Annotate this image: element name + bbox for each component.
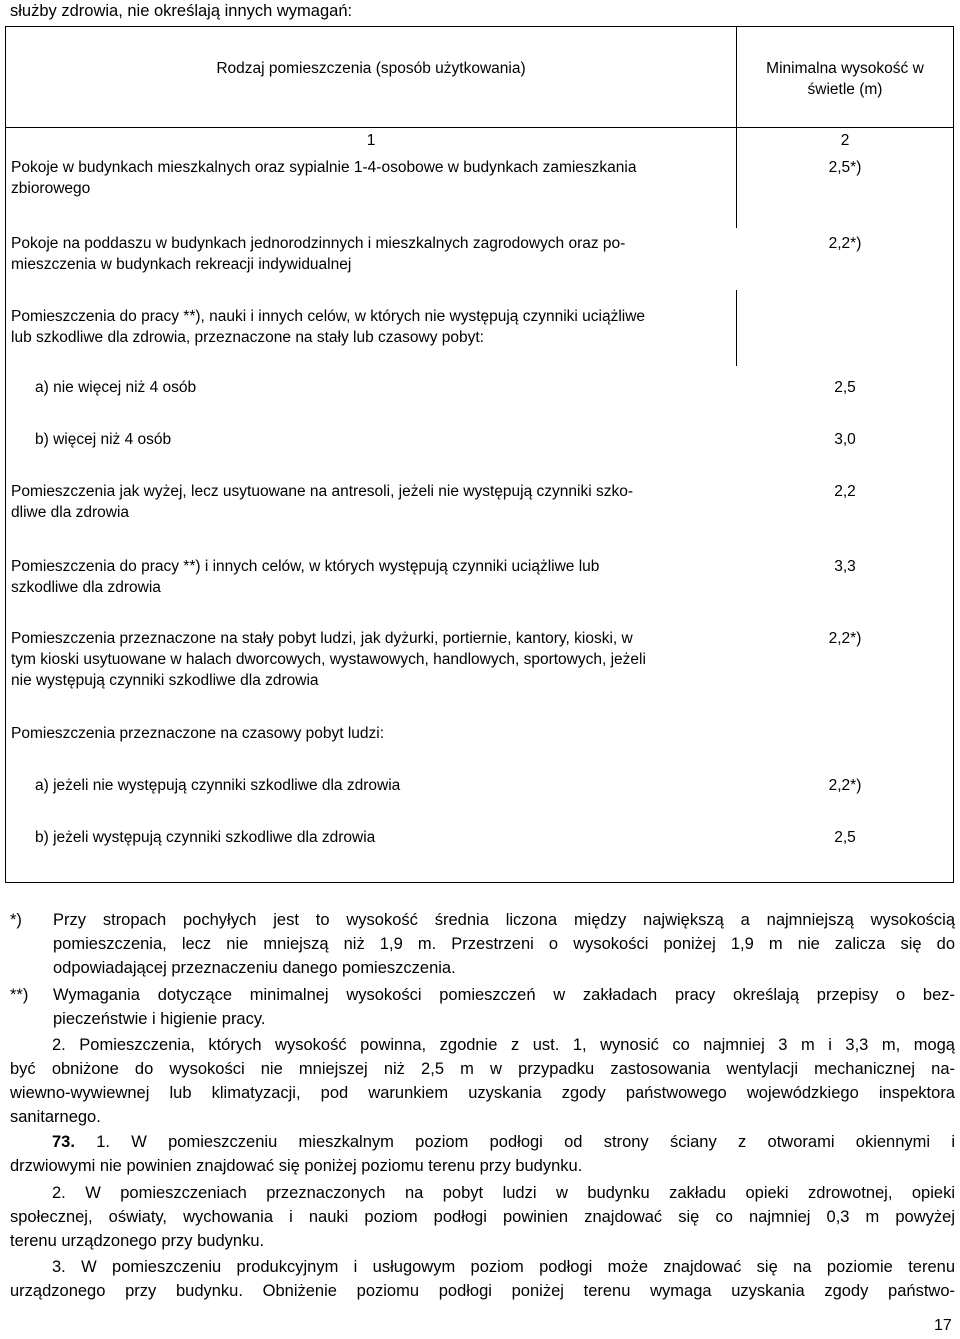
table-column-divider-upper: [736, 26, 737, 228]
table-row-text: dliwe dla zdrowia: [11, 504, 130, 521]
table-row-text: Pomieszczenia przeznaczone na czasowy pobyt ludzi:: [11, 725, 385, 742]
table-row-text: b) jeżeli występują czynniki szkodliwe dla zdrowia: [35, 829, 376, 846]
table-row-value: 3,3: [834, 558, 856, 575]
footnote-text: odpowiadającej przeznaczeniu danego pomieszczenia.: [53, 959, 456, 977]
table-row-text: Pomieszczenia do pracy **) i innych celów, w których występują czynniki uciążliwe lub: [11, 558, 600, 575]
table-right-border: [953, 26, 954, 883]
table-row-text: tym kioski usytuowane w halach dworcowych, wystawowych, handlowych, sportowych, jeżeli: [11, 651, 646, 668]
table-row-text: zbiorowego: [11, 180, 91, 197]
paragraph-line: sanitarnego.: [10, 1108, 101, 1126]
table-top-border: [5, 26, 954, 27]
table-row-value: 3,0: [834, 431, 856, 448]
table-row-value: 2,2: [834, 483, 856, 500]
column-number-2: 2: [840, 132, 850, 149]
footnote-text: pieczeństwie i higienie pracy.: [53, 1010, 266, 1028]
table-row-text: Pokoje w budynkach mieszkalnych oraz sypialnie 1-4-osobowe w budynkach zamieszkania: [11, 159, 637, 176]
table-row-text: lub szkodliwe dla zdrowia, przeznaczone na stały lub czasowy pobyt:: [11, 329, 484, 346]
table-row-value: 2,5*): [828, 159, 862, 176]
paragraph-line: być obniżone do wysokości nie mniejszej niż 2,5 m w przypadku zastosowania wentylacji mechanicznej na-: [10, 1060, 955, 1078]
paragraph-line: drzwiowymi nie powinien znajdować się poniżej poziomu terenu przy budynku.: [10, 1157, 583, 1175]
table-row-text: Pokoje na poddaszu w budynkach jednorodzinnych i mieszkalnych zagrodowych oraz po-: [11, 235, 626, 252]
intro-text: służby zdrowia, nie określają innych wymagań:: [10, 2, 353, 20]
table-row-value: 2,2*): [828, 630, 862, 647]
table-row-text: nie występują czynniki szkodliwe dla zdrowia: [11, 672, 319, 689]
section-number: 73.: [52, 1133, 75, 1151]
table-row-text: Pomieszczenia przeznaczone na stały pobyt ludzi, jak dyżurki, portiernie, kantory, kioski, w: [11, 630, 633, 647]
table-row-value: 2,5: [834, 829, 856, 846]
page-number: 17: [934, 1317, 952, 1334]
column-number-1: 1: [366, 132, 376, 149]
table-row-text: a) jeżeli nie występują czynniki szkodliwe dla zdrowia: [35, 777, 401, 794]
paragraph-line: 2. Pomieszczenia, których wysokość powinna, zgodnie z ust. 1, wynosić co najmniej 3 m i 3,3 m, mogą: [52, 1036, 955, 1054]
paragraph-line: terenu urządzonego przy budynku.: [10, 1232, 265, 1250]
paragraph-line: 3. W pomieszczeniu produkcyjnym i usługowym poziom podłogi może znajdować się na poziomie terenu: [52, 1258, 955, 1276]
table-header-divider: [5, 127, 954, 128]
footnote-mark: **): [10, 986, 29, 1004]
paragraph-line: urządzonego przy budynku. Obniżenie poziomu podłogi poniżej terenu wymaga uzyskania zgody państwo-: [10, 1282, 955, 1300]
table-row-value: 2,5: [834, 379, 856, 396]
table-row-text: b) więcej niż 4 osób: [35, 431, 172, 448]
table-row-text: Pomieszczenia jak wyżej, lecz usytuowane na antresoli, jeżeli nie występują czynniki szko-: [11, 483, 633, 500]
table-row-text: mieszczenia w budynkach rekreacji indywidualnej: [11, 256, 352, 273]
table-row-value: 2,2*): [828, 235, 862, 252]
table-row-text: a) nie więcej niż 4 osób: [35, 379, 197, 396]
header-min-height-line1: Minimalna wysokość w: [766, 60, 924, 77]
paragraph-line: 2. W pomieszczeniach przeznaczonych na pobyt ludzi w budynku zakładu opieki zdrowotnej, opieki: [52, 1184, 955, 1202]
section-73-line: [52, 1131, 955, 1154]
paragraph-line: wiewno-wywiewnej lub klimatyzacji, pod warunkiem uzyskania zgody państwowego wojewódzkiego inspektora: [10, 1084, 955, 1102]
footnote-text: Przy stropach pochyłych jest to wysokość średnia liczona między największą a najmniejszą wysokością: [53, 911, 955, 929]
table-row-text: szkodliwe dla zdrowia: [11, 579, 161, 596]
footnote-mark: *): [10, 911, 22, 929]
paragraph-line: 1. W pomieszczeniu mieszkalnym poziom podłogi od strony ściany z otworami okiennymi i: [74, 1133, 955, 1151]
table-row-text: Pomieszczenia do pracy **), nauki i innych celów, w których nie występują czynniki uciążliwe: [11, 308, 646, 325]
header-min-height-line2: świetle (m): [807, 81, 883, 98]
header-room-type: Rodzaj pomieszczenia (sposób użytkowania): [216, 60, 526, 77]
footnote-text: pomieszczenia, lecz nie mniejszą niż 1,9 m. Przestrzeni o wysokości poniżej 1,9 m nie zalicza się do: [53, 935, 955, 953]
table-left-border: [5, 26, 6, 883]
table-column-divider-lower: [736, 290, 737, 366]
footnote-text: Wymagania dotyczące minimalnej wysokości pomieszczeń w zakładach pracy określają przepisy o bez-: [53, 986, 955, 1004]
paragraph-line: społecznej, oświaty, wychowania i nauki poziom podłogi powinien znajdować się co najmniej 0,3 m powyżej: [10, 1208, 955, 1226]
table-bottom-border: [5, 882, 954, 883]
table-row-value: 2,2*): [828, 777, 862, 794]
